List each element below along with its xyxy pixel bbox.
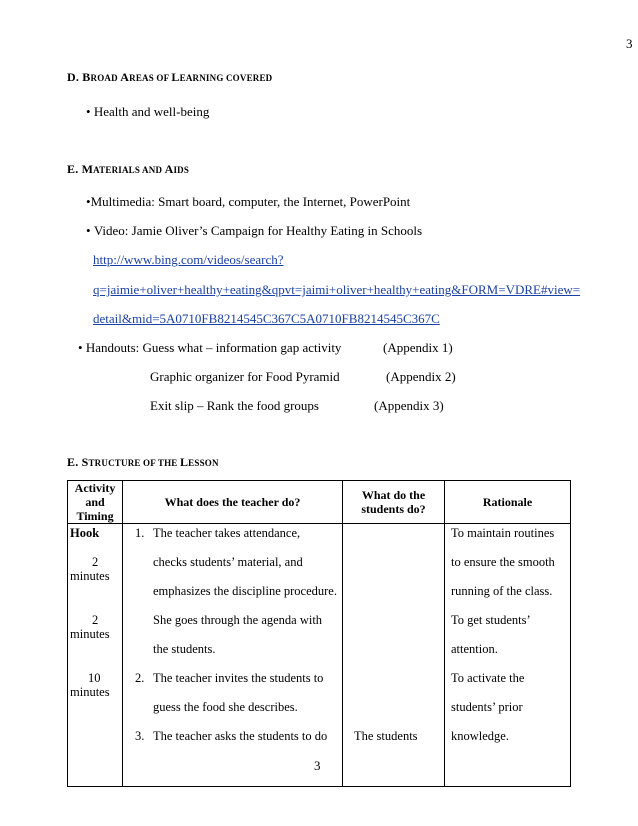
- bullet-icon: •: [86, 104, 91, 119]
- heading-small-caps: EARNING COVERED: [179, 73, 273, 83]
- video-link-line-3[interactable]: detail&mid=5A0710FB8214545C367C5A0710FB8214545C367C: [93, 311, 440, 326]
- teacher-line: The teacher invites the students to: [153, 671, 324, 685]
- section-letter: E.: [67, 455, 79, 469]
- section-letter: D.: [67, 70, 80, 84]
- page-number-bottom: 3: [314, 758, 321, 773]
- cell-students: [343, 524, 445, 787]
- materials-item-video: [86, 223, 422, 239]
- cell-activity: [68, 524, 123, 787]
- cell-teacher: [123, 524, 343, 787]
- heading-cap: M: [81, 162, 94, 176]
- header-students-line: What do the: [361, 488, 426, 502]
- handout-item-3: Exit slip – Rank the food groups: [150, 398, 319, 413]
- video-link-line-2[interactable]: q=jaimie+oliver+healthy+eating&qpvt=jaimi+oliver+healthy+eating&FORM=VDRE#view=: [93, 282, 581, 297]
- heading-small-caps: ESSON: [188, 458, 219, 468]
- header-students: [343, 481, 445, 524]
- activity-label: Hook: [70, 526, 100, 540]
- timing-unit: minutes: [70, 627, 110, 641]
- page-number-top: 3: [626, 36, 633, 51]
- section-letter: E.: [67, 162, 79, 176]
- handout-appendix-2: (Appendix 2): [386, 369, 456, 384]
- rationale-line: knowledge.: [451, 729, 509, 743]
- section-e-materials-heading: [67, 162, 189, 177]
- teacher-line: The teacher takes attendance,: [153, 526, 301, 540]
- materials-item-multimedia: [86, 194, 410, 210]
- header-activity: [68, 481, 123, 524]
- step-number: 2.: [135, 671, 145, 685]
- students-line: The students: [354, 729, 418, 743]
- heading-cap: B: [82, 70, 91, 84]
- bullet-icon: •: [86, 194, 91, 209]
- section-d-heading: [67, 70, 272, 85]
- teacher-line: emphasizes the discipline procedure.: [153, 584, 337, 598]
- teacher-line: She goes through the agenda with: [153, 613, 323, 627]
- heading-small-caps: IDS: [173, 165, 190, 175]
- section-e-structure-heading: [67, 455, 219, 470]
- table-row-hook: [68, 524, 571, 787]
- bullet-icon: •: [86, 223, 91, 238]
- video-link-line-1[interactable]: http://www.bing.com/videos/search?: [93, 252, 284, 267]
- heading-cap: L: [179, 455, 189, 469]
- heading-cap: S: [81, 455, 89, 469]
- cell-rationale: [445, 524, 571, 787]
- video-text: Video: Jamie Oliver’s Campaign for Healthy Eating in Schools: [93, 223, 423, 238]
- handout-item-1: [78, 340, 341, 356]
- teacher-line: checks students’ material, and: [153, 555, 303, 569]
- timing-value: 2: [92, 613, 99, 627]
- handout-text: Handouts: Guess what – information gap activity: [85, 340, 342, 355]
- rationale-line: To activate the: [451, 671, 525, 685]
- lesson-structure-table: [67, 480, 571, 787]
- learning-area-item: [86, 104, 209, 120]
- handout-appendix-3: (Appendix 3): [374, 398, 444, 413]
- heading-cap: L: [171, 70, 180, 84]
- heading-cap: A: [164, 162, 174, 176]
- handout-item-2: Graphic organizer for Food Pyramid: [150, 369, 340, 384]
- rationale-line: students’ prior: [451, 700, 523, 714]
- timing-value: 10: [88, 671, 101, 685]
- multimedia-text: Multimedia: Smart board, computer, the Internet, PowerPoint: [90, 194, 411, 209]
- teacher-line: The teacher asks the students to do: [153, 729, 328, 743]
- timing-unit: minutes: [70, 685, 110, 699]
- rationale-line: To get students’: [451, 613, 531, 627]
- table-header-row: [68, 481, 571, 524]
- header-activity-line: Timing: [76, 509, 114, 523]
- heading-cap: A: [120, 70, 130, 84]
- teacher-line: the students.: [153, 642, 216, 656]
- header-teacher-text: What does the teacher do?: [164, 495, 301, 509]
- heading-small-caps: REAS OF: [129, 73, 172, 83]
- rationale-line: to ensure the smooth: [451, 555, 555, 569]
- bullet-icon: •: [78, 340, 83, 355]
- header-rationale: [445, 481, 571, 524]
- step-number: 1.: [135, 526, 145, 540]
- header-rationale-text: Rationale: [482, 495, 533, 509]
- learning-area-text: Health and well-being: [93, 104, 210, 119]
- rationale-line: To maintain routines: [451, 526, 555, 540]
- header-activity-line: Activity: [74, 481, 116, 495]
- rationale-line: running of the class.: [451, 584, 553, 598]
- handout-appendix-1: (Appendix 1): [383, 340, 453, 355]
- rationale-line: attention.: [451, 642, 498, 656]
- teacher-line: guess the food she describes.: [153, 700, 298, 714]
- header-students-line: students do?: [361, 502, 426, 516]
- header-activity-line: and: [85, 495, 105, 509]
- heading-small-caps: TRUCTURE OF THE: [88, 458, 180, 468]
- timing-value: 2: [92, 555, 99, 569]
- timing-unit: minutes: [70, 569, 110, 583]
- heading-small-caps: ATERIALS AND: [93, 165, 165, 175]
- step-number: 3.: [135, 729, 145, 743]
- heading-small-caps: ROAD: [90, 73, 121, 83]
- header-teacher: [123, 481, 343, 524]
